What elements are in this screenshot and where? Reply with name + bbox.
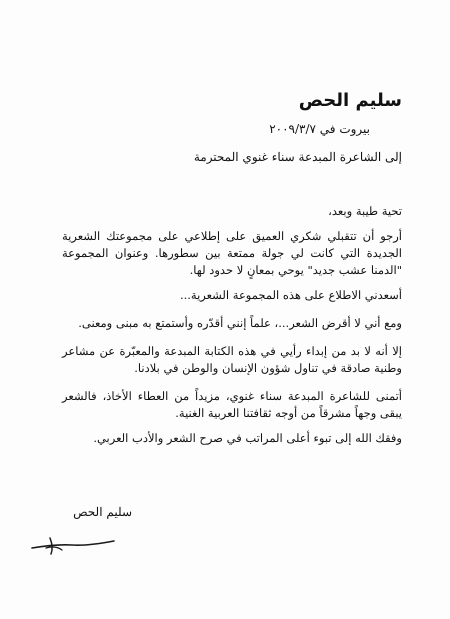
paragraph-pleased: أسعدني الاطلاع على هذه المجموعة الشعرية... — [179, 288, 402, 302]
greeting: تحية طيبة وبعد، — [328, 204, 402, 218]
handwritten-signature — [28, 528, 118, 558]
paragraph-closing: وفقك الله إلى تبوء أعلى المراتب في صرح الشعر والأدب العربي. — [93, 431, 402, 445]
recipient-line: إلى الشاعرة المبدعة سناء غنوي المحترمة — [193, 150, 402, 164]
place-and-date: بيروت في ٢٠٠٩/٣/٧ — [269, 122, 370, 136]
paragraph-appreciation: ومع أني لا أقرض الشعر...، علماً إنني أقدّره وأستمتع به مبنى ومعنى. — [78, 316, 402, 330]
paragraph-wishes: أتمنى للشاعرة المبدعة سناء غنوي، مزيداً من العطاء الأخاذ، فالشعر يبقى وجهاً مشرقاً من أوجه ثقافتنا العربية الغنية. — [62, 389, 402, 420]
closing-name: سليم الحص — [73, 505, 132, 519]
paragraph-opinion: إلا أنه لا بد من إبداء رأيي في هذه الكتابة المبدعة والمعبّرة عن مشاعر وطنية صادقة في تناول شؤون الإنسان والوطن في بلادنا. — [62, 344, 402, 375]
paragraph-thanks: أرجو أن تتقبلي شكري العميق على إطلاعي على مجموعتك الشعرية الجديدة التي كانت لي جولة ممتعة بين سطورها. وعنوان المجموعة "الدمنا عشب جديد" يوحي بمعانٍ لا حدود لها. — [62, 229, 402, 277]
letter-body — [62, 203, 402, 447]
letterhead-name: سليم الحص — [298, 90, 402, 111]
